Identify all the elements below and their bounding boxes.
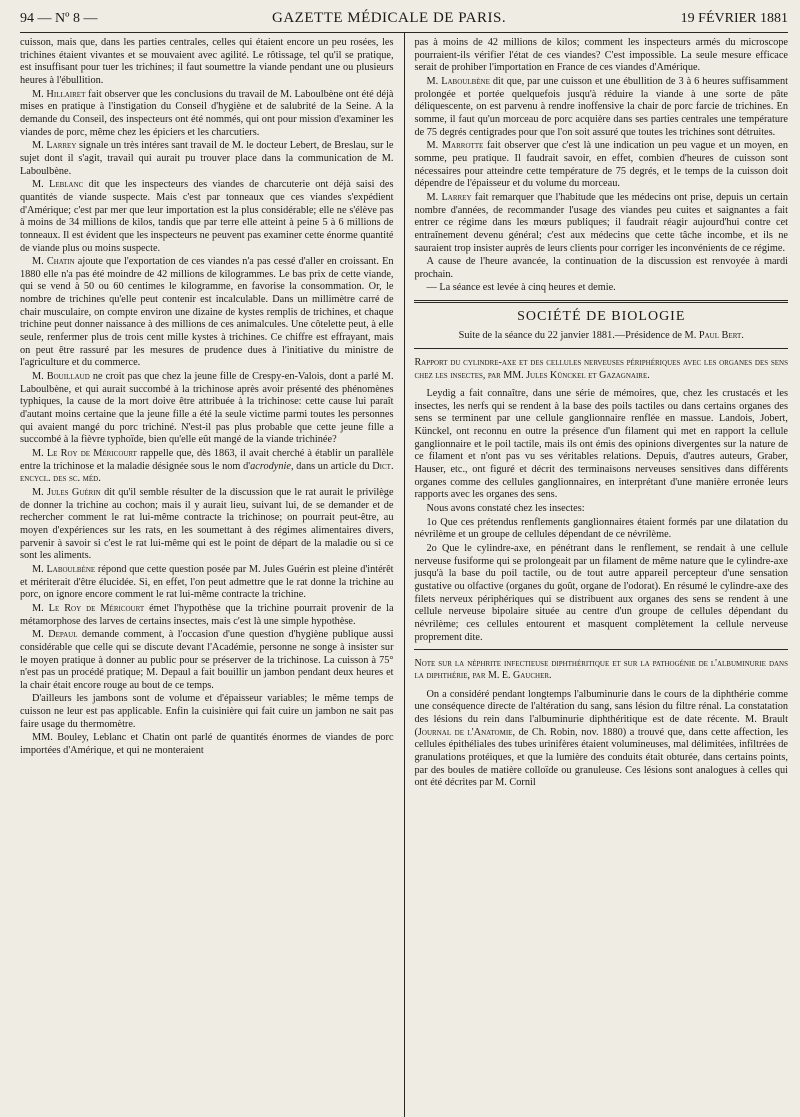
paragraph: M. Le Roy de Méricourt rappelle que, dès 1863, il avait cherché à établir un parallèle entre la trichinose et la maladie désignée sous le nom d'acrodynie, dans un article du Dict. encycl. des sc. méd. — [20, 448, 394, 485]
speaker-name: M. Hillairet — [32, 88, 86, 100]
paragraph: A cause de l'heure avancée, la continuation de la discussion est renvoyée à mardi prochain. — [414, 256, 788, 280]
paragraph: Leydig a fait connaître, dans une série de mémoires, que, chez les crustacés et les insectes, les nerfs qui se rendent à la base des poils tactiles ou dans certains organes des sens se terminent par une cellule ganglionnaire renflée en massue. Landois, Jobert, Künckel, ont reconnu en outre la présence d'un filament qui met en rapport la cellule ganglionnaire et le poil tactile, mais ils ont émis des opinions divergentes sur la nature de ce filament et n'ont pas vu ses véritables relations. Depuis, d'autres auteurs, Graber, Hauser, etc., ont figuré et décrit des terminaisons nerveuses sensitives dans différents organes comme des cellules ganglionnaires, en interprétant d'une manière erronée leurs rapports avec les organes des sens. — [414, 388, 788, 501]
speaker-name: M. Chatin — [32, 256, 75, 268]
paragraph: M. Leblanc dit que les inspecteurs des viandes de charcuterie ont déjà saisi des quantités de viande suspecte. Mais c'est par tonneaux que ces viandes s'expédient d'Amérique; c'est par mer que leur importation est la plus considérable; elle ne s'élève pas à moins de 34 millions de kilos, tandis que par terre elle atteint à peine 5 à 6 millions de tonneaux. Il est évident que les inspecteurs ne peuvent pas examiner cette énorme quantité de viande plus ou moins suspecte. — [20, 179, 394, 254]
article-rule — [414, 649, 788, 650]
section-title: SOCIÉTÉ DE BIOLOGIE — [517, 309, 686, 325]
journal-title: GAZETTE MÉDICALE DE PARIS. — [272, 10, 507, 26]
paragraph: M. Larrey fait remarquer que l'habitude que les médecins ont prise, depuis un certain nombre d'années, de recommander l'usage des viandes peu cuites et saignantes a fait entrer ce régime dans les mœurs publiques; il faudrait réagir aujourd'hui contre cet entraînement devenu général; c'est aux médecins que cette tâche incombe, et ils ne sauraient trop insister auprès de leurs clients pour corriger les inconvénients de ce régime. — [414, 191, 788, 254]
paragraph: On a considéré pendant longtemps l'albuminurie dans le cours de la diphthérie comme une conséquence directe de l'altération du sang, sans lésion du filtre rénal. La constatation des lésions du rein dans l'albuminurie diphthéritique est de date récente. M. Brault (Journal de l'Anatomie, de Ch. Robin, nov. 1880) a trouvé que, dans cette affection, les cellules épithéliales des tubes urinifères étaient volumineuses, mal délimitées, infiltrées de granulations protéiques, et que la lumière des conduits était obturée, dans certains points, par des boules de matière colloïde ou granuleuse. Ces lésions sont analogues à celles qui ont été décrites par M. Cornil — [414, 688, 788, 789]
speaker-name: M. Marrotte — [426, 140, 484, 152]
paragraph: M. Marrotte fait observer que c'est là une indication un peu vague et un moyen, en somme, peu pratique. Il faudrait savoir, en effet, combien d'heures de cuisson sont nécessaires pour atteindre cette température de 75 degrés, et le temps de la cuisson doit dépendre de l'épaisseur et du volume du morceau. — [414, 140, 788, 190]
paragraph: M. Depaul demande comment, à l'occasion d'une question d'hygiène publique aussi considérable que celle qui se discute devant l'Académie, personne ne songe à insister sur le moyen pratique à donner au public pour se préserver de la trichinose. La cuisson à 75° n'est pas un procédé pratique; M. Depaul a fait bouillir un jambon pendant deux heures et la chair était encore rouge au bout de ce temps. — [20, 629, 394, 691]
paragraph: pas à moins de 42 millions de kilos; comment les inspecteurs armés du microscope pourraient-ils vérifier l'état de ces viandes? C'est impossible. La seule mesure efficace serait de prohiber l'importation en France de ces viandes d'Amérique. — [414, 37, 788, 74]
reference: Journal de l'Anatomie — [417, 726, 513, 738]
paragraph: D'ailleurs les jambons sont de volume et d'épaisseur variables; le même temps de cuisson ne leur est pas applicable. Enfin la cuisinière qui fait cuire un jambon ne sait pas faire usage du thermomètre. — [20, 693, 394, 730]
paragraph: MM. Bouley, Leblanc et Chatin ont parlé de quantités énormes de viandes de porc importées d'Amérique, et qui ne monteraient — [20, 732, 394, 757]
reference: Dict. encycl. des sc. méd. — [20, 460, 394, 485]
speaker-name: M. Jules Guérin — [32, 486, 101, 498]
list-item: 1o Que ces prétendus renflements ganglionnaires étaient formés par une dilatation du névrilème et un groupe de cellules dépendant de ce névrilème. — [414, 516, 788, 541]
italic-term: acrodynie — [250, 460, 291, 472]
page-header — [20, 10, 788, 33]
speaker-name: M. Depaul — [32, 629, 78, 641]
article-rule — [414, 348, 788, 349]
issue-date: 19 FÉVRIER 1881 — [680, 11, 788, 26]
paragraph: cuisson, mais que, dans les parties centrales, celles qui étaient encore un peu rosées, les trichines étaient vivantes et se mouvaient avec agilité. Le rôtissage, tel qu'il se pratique, est insuffisant pour tuer les trichines; il faut soumettre la viande pendant une ou plusieurs heures à l'ébullition. — [20, 37, 394, 86]
columns — [20, 37, 788, 1117]
article-title: Note sur la néphrite infectieuse diphthéritique et sur la pathogénie de l'albuminurie dans la diphthérie, par M. E. Gaucher. — [414, 658, 788, 682]
president-name: Paul Bert — [698, 329, 742, 341]
paragraph: M. Laboulbène dit que, par une cuisson et une ébullition de 3 à 6 heures suffisamment prolongée et portée quelquefois jusqu'à réduire la viande à une sorte de pâte déliquescente, on est parvenu à rendre inoffensive la chair de porc farcie de trichines. En somme, il faut qu'un morceau de porc acquière dans ses parties centrales une température de 75 degrés centigrades pour que l'on soit assuré que toutes les trichines sont détruites. — [414, 75, 788, 138]
speaker-name: M. Le Roy de Méricourt — [32, 448, 137, 459]
paragraph: M. Jules Guérin dit qu'il semble résulter de la discussion que le rat aurait le privilège de donner la trichine au cochon; mais il y aurait lieu, suivant lui, de se demander et de rechercher comment le rat lui-même contracte la trichinose; on pourrait peut-être, au moyen d'expériences sur les rats, en les soumettant à des régimes alimentaires divers, parvenir à savoir si c'est le rat lui-même qui est le point de départ de la maladie ou si ce sont les aliments. — [20, 486, 394, 562]
speaker-name: M. Laboulbène — [426, 75, 490, 87]
right-column — [414, 37, 788, 1117]
speaker-name: M. Larrey — [32, 140, 77, 152]
list-item: 2o Que le cylindre-axe, en pénétrant dans le renflement, se rendait à une cellule nerveuse fusiforme qui se prolongeait par un filament de même nature que le cylindre-axe jusqu'à la base du poil tactile, ou de tout autre appareil percepteur d'une sensation gustative ou olfactive (organes du goût, organe de l'odorat). En résumé le cylindre-axe des filets nerveux périphériques qui se distribuent aux organes des sens se rendent à une cellule nerveuse bipolaire située au centre d'un groupe de cellules dépendant du névrilème; ces cellules entourent et masquent complètement la cellule nerveuse proprement dite. — [414, 542, 788, 643]
paragraph: M. Laboulbène répond que cette question posée par M. Jules Guérin est pleine d'intérêt et mériterait d'être élucidée. Si, en effet, l'on peut admettre que le rat donne la trichine au porc, on ignore encore comment le rat lui-même contracte la trichine. — [20, 563, 394, 601]
session-line: Suite de la séance du 22 janvier 1881.—Présidence de M. Paul Bert. — [458, 329, 744, 341]
speaker-name: M. Laboulbène — [32, 563, 96, 575]
paragraph: M. Chatin ajoute que l'exportation de ces viandes n'a pas cessé d'aller en croissant. En 1880 elle n'a pas été moindre de 42 millions de kilogrammes. Le bas prix de cette viande, qui se vend à 50 ou 60 centimes le kilogramme, en favorise la consommation. Or, le nombre de trichines qu'elle peut contenir est incalculable. Dans un millimètre carré de chair musculaire, on compte environ une dizaine de kystes remplis de trichines, et chaque trichine peut donner naissance à des millions de ces animalcules. Une côtelette peut, à elle seule, renfermer plus de trois cent mille kystes à trichines. Ce chiffre est effrayant, mais on peut être rassuré par les mesures de prudence dues à l'initiative du ministre de l'agriculture et du commerce. — [20, 256, 394, 369]
paragraph: M. Bouillaud ne croit pas que chez la jeune fille de Crespy-en-Valois, dont a parlé M. Laboulbène, et qui aurait succombé à la trichinose après avoir présenté des phénomènes typhiques, la cause de la mort doive être attribuée à la trichinose: cette cause lui paraît d'autant moins certaine que la jeune fille a été la seule victime parmi toutes les personnes qui avaient mangé du porc trichiné. N'est-il pas plus probable que cette jeune fille a succombé à la fièvre typhoïde, bien qu'elle eût mangé de la viande trichinée? — [20, 371, 394, 446]
paragraph: M. Larrey signale un très intéres sant travail de M. le docteur Lebert, de Breslau, sur le sujet dont il s'agit, travail qui aurait pu trouver place dans la communication de M. Laboulbène. — [20, 140, 394, 177]
speaker-name: M. Bouillaud — [32, 371, 90, 383]
paragraph: M. Hillairet fait observer que les conclusions du travail de M. Laboulbène ont été déjà mises en pratique à l'instigation du Conseil d'hygiène et de salubrité de la Seine. A la demande du Conseil, des inspecteurs ont été nommés, qui ont pour mission d'examiner les viandes de porc, même chez les épiciers et les charcutiers. — [20, 88, 394, 138]
paragraph: M. Le Roy de Méricourt émet l'hypothèse que la trichine pourrait provenir de la métamorphose des larves de certains insectes, mais c'est là une simple hypothèse. — [20, 602, 394, 627]
speaker-name: M. Leblanc — [32, 179, 84, 191]
page-number: 94 — Nº 8 — — [20, 11, 98, 26]
article-title: Rapport du cylindre-axe et des cellules nerveuses périphériques avec les organes des sens chez les insectes, par MM. Jules Künckel et Gazagnaire. — [414, 357, 788, 381]
section-rule — [414, 300, 788, 303]
left-column — [20, 37, 394, 1117]
speaker-name: M. Le Roy de Méricourt — [32, 602, 145, 614]
paragraph: Nous avons constaté chez les insectes: — [426, 502, 585, 514]
column-divider — [404, 33, 405, 1117]
paragraph: — La séance est levée à cinq heures et demie. — [426, 282, 616, 294]
speaker-name: M. Larrey — [426, 191, 472, 203]
